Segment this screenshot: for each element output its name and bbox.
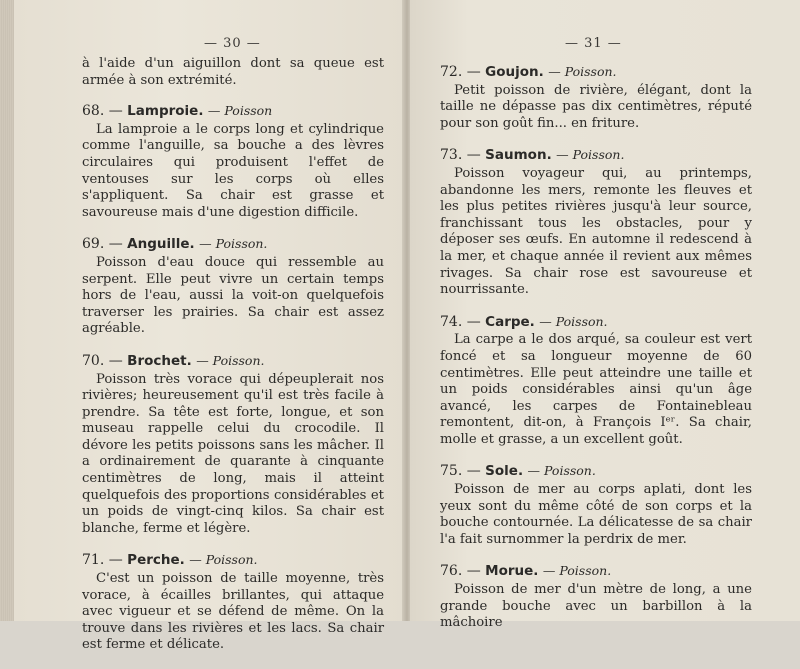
entry-body: Petit poisson de rivière, élégant, dont la taille ne dépasse pas dix centimètres, réputé pour son goût fin... en friture. (440, 82, 752, 131)
page-number: — 31 — (565, 36, 622, 51)
page-text (440, 64, 752, 647)
entry-number: 76. — (440, 563, 481, 580)
entry-heading (82, 103, 384, 120)
entry-body: Poisson voyageur qui, au printemps, abandonne les mers, remonte les fleuves et les plus petites rivières jusqu'à leur source, franchissant tous les obstacles, pour y déposer ses œufs. En automne il redescend à la mer, et chaque année il revient aux mêmes rivages. Sa chair rose est savoureuse et nourrissante. (440, 165, 752, 298)
page-edges (0, 0, 14, 621)
entry-heading (440, 463, 752, 480)
page-text (82, 56, 384, 669)
entry-71 (82, 552, 384, 654)
entry-heading (440, 147, 752, 164)
entry-name: Saumon. (485, 147, 552, 164)
entry-category: — Poisson. (542, 563, 612, 579)
entry-number: 73. — (440, 147, 481, 164)
entry-body: La lamproie a le corps long et cylindrique comme l'anguille, sa bouche a des lèvres circulaires qui produisent l'effet de ventouses sur les corps où elles s'appliquent. Sa chair est grasse et savoureuse mais d'une digestion difficile. (82, 121, 384, 220)
entry-name: Sole. (485, 463, 524, 480)
entry-body: La carpe a le dos arqué, sa couleur est vert foncé et sa longueur moyenne de 60 centimètres. Elle peut atteindre une taille et un poids considérables ainsi qu'un âge avancé, les carpes de Fontainebleau remontent, dit-on, à François Iᵉʳ. Sa chair, molle et grasse, a un excellent goût. (440, 332, 752, 447)
entry-number: 68. — (82, 103, 123, 120)
entry-number: 72. — (440, 64, 481, 80)
entry-name: Lamproie. (127, 103, 204, 120)
entry-75 (440, 463, 752, 548)
continuation-text: à l'aide d'un aiguillon dont sa queue est armée à son extrémité. (82, 56, 384, 88)
entry-number: 75. — (440, 463, 481, 480)
entry-74 (440, 314, 752, 449)
entry-73 (440, 147, 752, 298)
entry-76 (440, 563, 752, 631)
entry-category: — Poisson. (527, 463, 596, 479)
entry-category: — Poisson. (189, 552, 258, 568)
entry-category: — Poisson (207, 103, 273, 119)
entry-heading (82, 552, 384, 569)
entry-body: Poisson de mer au corps aplati, dont les yeux sont du même côté de son corps et la bouche contournée. La délicatesse de sa chair l'a fait surnommer la perdrix de mer. (440, 482, 752, 547)
entry-name: Carpe. (485, 313, 535, 330)
entry-category: — Poisson. (199, 236, 268, 252)
entry-heading (440, 314, 752, 331)
entry-category: — Poisson. (539, 313, 608, 329)
entry-body: Poisson très vorace qui dépeuplerait nos rivières; heureusement qu'il est très facile à prendre. Sa tête est forte, longue, et son museau rappelle celui du crocodile. Il dévore les petits poissons sans les mâcher. Il a ordinairement de quarante à cinquante centimètres de long, mais il atteint quelquefois des proportions considérables et un poids de vingt-cinq kilos. Sa chair est blanche, ferme et légère. (82, 371, 384, 536)
right-page (410, 0, 800, 631)
entry-body: Poisson de mer d'un mètre de long, a une grande bouche avec un barbillon à la mâchoire (440, 582, 752, 631)
entry-body: C'est un poisson de taille moyenne, très vorace, à écailles brillantes, qui attaque avec vigueur et se défend de même. On la trouve dans les rivières et les lacs. Sa chair est ferme et délicate. (82, 571, 384, 653)
entry-number: 69. — (82, 236, 123, 253)
entry-72 (440, 64, 752, 132)
entry-category: — Poisson. (556, 147, 625, 163)
entry-name: Brochet. (127, 352, 192, 369)
entry-heading (440, 563, 752, 580)
page-number: — 30 — (204, 36, 261, 51)
entry-name: Goujon. (485, 64, 544, 80)
entry-name: Anguille. (127, 236, 195, 253)
entry-heading (440, 64, 752, 81)
entry-number: 71. — (82, 552, 123, 569)
entry-name: Perche. (127, 552, 185, 569)
entry-number: 70. — (82, 352, 123, 369)
entry-category: — Poisson. (548, 64, 617, 79)
entry-name: Morue. (485, 563, 539, 580)
left-page (14, 0, 406, 653)
entry-69 (82, 236, 384, 338)
entry-number: 74. — (440, 313, 481, 330)
entry-body: Poisson d'eau douce qui ressemble au serpent. Elle peut vivre un certain temps hors de l'eau, aussi la voit-on quelquefois traverser les prairies. Sa chair est assez agréable. (82, 254, 384, 337)
entry-heading (82, 353, 384, 370)
entry-68 (82, 103, 384, 221)
entry-70 (82, 353, 384, 538)
entry-category: — Poisson. (196, 352, 265, 368)
entry-heading (82, 236, 384, 253)
